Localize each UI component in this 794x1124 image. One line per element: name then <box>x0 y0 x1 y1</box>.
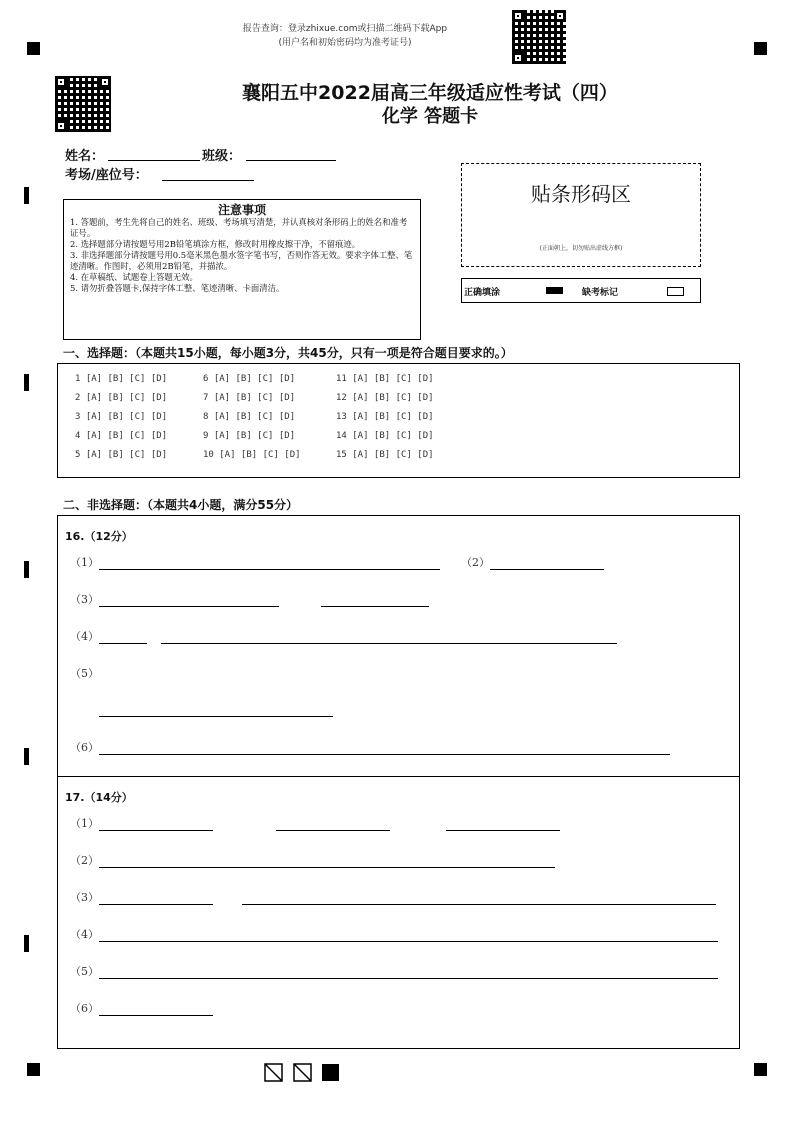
query-line-2: (用户名和初始密码均为准考证号) <box>278 38 412 48</box>
choice-item[interactable]: 8 [A] [B] [C] [D] <box>203 412 296 422</box>
q17-part-1-answer-a[interactable] <box>99 830 213 831</box>
notice-title: 注意事项 <box>217 203 266 217</box>
q16-part-4-label: （4） <box>70 630 99 643</box>
timing-mark <box>24 187 29 204</box>
q16-part-3-label: （3） <box>70 593 99 606</box>
q17-part-5-label: （5） <box>70 965 99 978</box>
choice-item[interactable]: 13 [A] [B] [C] [D] <box>336 412 434 422</box>
seat-label: 考场/座位号： <box>65 168 148 183</box>
choice-item[interactable]: 7 [A] [B] [C] [D] <box>203 393 296 403</box>
registration-mark-top-left <box>27 42 40 55</box>
choice-item[interactable]: 14 [A] [B] [C] [D] <box>336 431 434 441</box>
q17-part-1-answer-c[interactable] <box>446 830 560 831</box>
fill-legend <box>461 278 701 303</box>
choice-item[interactable]: 9 [A] [B] [C] [D] <box>203 431 296 441</box>
choice-item[interactable]: 10 [A] [B] [C] [D] <box>203 450 301 460</box>
page-marks <box>264 1063 344 1083</box>
question-16-box <box>57 515 740 777</box>
q17-part-2-label: （2） <box>70 854 99 867</box>
q16-part-1-label: （1） <box>70 556 99 569</box>
timing-mark <box>24 374 29 391</box>
question-16-header: 16.（12分） <box>65 530 133 543</box>
q16-part-5-label: （5） <box>70 667 99 680</box>
choice-item[interactable]: 5 [A] [B] [C] [D] <box>75 450 168 460</box>
q17-part-4-label: （4） <box>70 928 99 941</box>
choice-item[interactable]: 2 [A] [B] [C] [D] <box>75 393 168 403</box>
q17-part-3-label: （3） <box>70 891 99 904</box>
q16-part-2-answer[interactable] <box>490 569 604 570</box>
choice-item[interactable]: 3 [A] [B] [C] [D] <box>75 412 168 422</box>
exam-subtitle: 化学 答题卡 <box>381 106 479 127</box>
registration-mark-top-right <box>754 42 767 55</box>
q16-part-5-answer[interactable] <box>99 716 333 717</box>
question-17-header: 17.（14分） <box>65 791 133 804</box>
timing-mark <box>24 748 29 765</box>
notice-item: 5. 请勿折叠答题卡,保持字体工整、笔迹清晰、卡面清洁。 <box>70 283 285 293</box>
choice-item[interactable]: 12 [A] [B] [C] [D] <box>336 393 434 403</box>
name-field[interactable] <box>108 160 200 161</box>
absent-mark-box[interactable] <box>667 287 684 296</box>
solid-page-mark <box>322 1064 339 1081</box>
multiple-choice-box <box>57 363 740 478</box>
name-label: 姓名： <box>65 149 105 164</box>
q17-part-6-label: （6） <box>70 1002 99 1015</box>
choice-item[interactable]: 6 [A] [B] [C] [D] <box>203 374 296 384</box>
query-line-1: 报告查询：登录zhixue.com或扫描二维码下载App <box>242 24 448 34</box>
barcode-label: 贴条形码区 <box>531 182 631 206</box>
section2-title: 二、非选择题：（本题共4小题，满分55分） <box>63 498 299 512</box>
choice-item[interactable]: 1 [A] [B] [C] [D] <box>75 374 168 384</box>
q17-part-3-answer-b[interactable] <box>242 904 716 905</box>
registration-mark-bottom-right <box>754 1063 767 1076</box>
notice-item: 1. 答题前，考生先将自己的姓名、班级、考场填写清楚，并认真核对条形码上的姓名和准考证号。 <box>70 217 408 238</box>
notice-item: 3. 非选择题部分请按题号用0.5毫米黑色墨水签字笔书写，否则作答无效。要求字体工整、笔迹清晰。作图时，必须用2B铅笔，并描浓。 <box>70 250 413 271</box>
q17-part-5-answer[interactable] <box>99 978 718 979</box>
notice-box <box>63 199 421 340</box>
section1-title: 一、选择题：（本题共15小题，每小题3分，共45分，只有一项是符合题目要求的。） <box>63 346 513 360</box>
student-qr-code <box>55 76 111 132</box>
q17-part-3-answer-a[interactable] <box>99 904 213 905</box>
notice-item: 4. 在草稿纸、试题卷上答题无效。 <box>70 272 198 282</box>
absent-mark-label: 缺考标记 <box>582 288 619 298</box>
q16-part-6-label: （6） <box>70 741 99 754</box>
q16-part-1-answer[interactable] <box>99 569 440 570</box>
q16-part-4-answer-b[interactable] <box>161 643 617 644</box>
q17-part-1-answer-b[interactable] <box>276 830 390 831</box>
q17-part-1-label: （1） <box>70 817 99 830</box>
hatched-page-mark <box>265 1064 282 1081</box>
timing-mark <box>24 935 29 952</box>
q17-part-2-answer[interactable] <box>99 867 555 868</box>
timing-mark <box>24 561 29 578</box>
q16-part-3-answer-b[interactable] <box>321 606 429 607</box>
q16-part-4-answer-a[interactable] <box>99 643 147 644</box>
hatched-page-mark <box>294 1064 311 1081</box>
notice-item: 2. 选择题部分请按题号用2B铅笔填涂方框，修改时用橡皮擦干净，不留痕迹。 <box>70 239 361 249</box>
query-info <box>200 22 490 50</box>
correct-fill-sample <box>546 287 563 294</box>
q16-part-2-label: （2） <box>461 556 490 569</box>
registration-mark-bottom-left <box>27 1063 40 1076</box>
q17-part-6-answer[interactable] <box>99 1015 213 1016</box>
choice-item[interactable]: 15 [A] [B] [C] [D] <box>336 450 434 460</box>
class-field[interactable] <box>246 160 336 161</box>
barcode-area[interactable] <box>461 163 701 267</box>
barcode-hint: (正面朝上，切勿贴出虚线方框) <box>539 245 623 252</box>
q16-part-6-answer[interactable] <box>99 754 670 755</box>
question-17-box <box>57 776 740 1049</box>
choice-item[interactable]: 11 [A] [B] [C] [D] <box>336 374 434 384</box>
correct-fill-label: 正确填涂 <box>464 288 501 298</box>
download-qr-code <box>512 10 566 64</box>
seat-field[interactable] <box>162 180 254 181</box>
class-label: 班级： <box>202 149 242 164</box>
q16-part-3-answer-a[interactable] <box>99 606 279 607</box>
choice-item[interactable]: 4 [A] [B] [C] [D] <box>75 431 168 441</box>
exam-title: 襄阳五中2022届高三年级适应性考试（四） <box>242 82 618 104</box>
q17-part-4-answer[interactable] <box>99 941 718 942</box>
